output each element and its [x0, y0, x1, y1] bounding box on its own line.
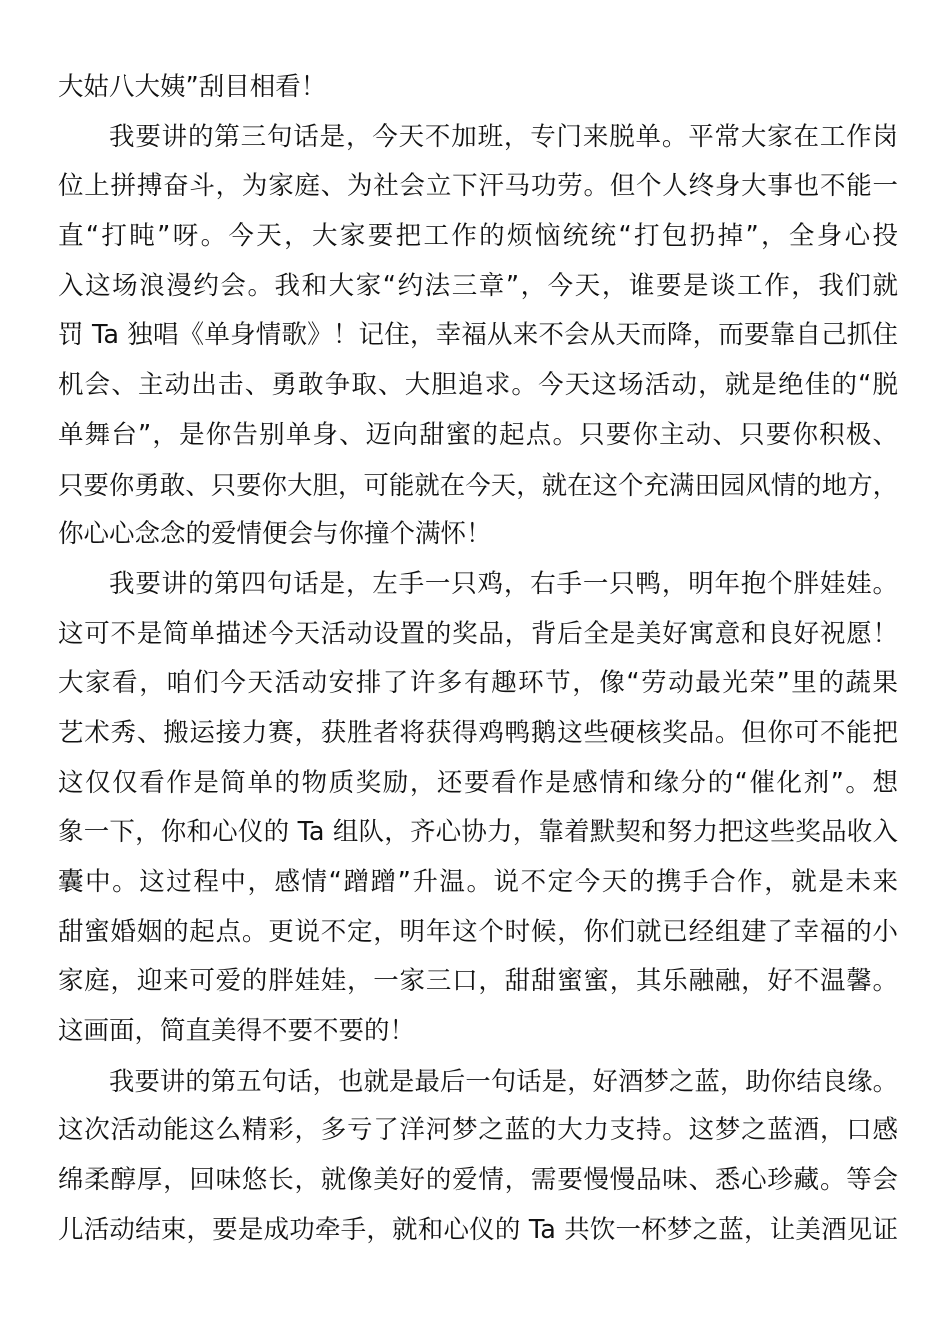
text-line: 绵柔醇厚，回味悠长，就像美好的爱情，需要慢慢品味、悉心珍藏。等会: [58, 1165, 898, 1196]
text-line: 罚 Ta 独唱《单身情歌》！记住，幸福从来不会从天而降，而要靠自己抓住: [58, 320, 898, 351]
text-line: 直“打盹”呀。今天，大家要把工作的烦恼统统“打包扔掉”，全身心投: [58, 221, 898, 252]
text-line: 这仅仅看作是简单的物质奖励，还要看作是感情和缘分的“催化剂”。想: [58, 767, 898, 798]
text-line: 机会、主动出击、勇敢争取、大胆追求。今天这场活动，就是绝佳的“脱: [58, 370, 898, 401]
text-line: 囊中。这过程中，感情“蹭蹭”升温。说不定今天的携手合作，就是未来: [58, 867, 898, 897]
text-line: 入这场浪漫约会。我和大家“约法三章”，今天，谁要是谈工作，我们就: [58, 270, 898, 301]
text-line: 位上拼搏奋斗，为家庭、为社会立下汗马功劳。但个人终身大事也不能一: [58, 171, 898, 202]
text-line: 这可不是简单描述今天活动设置的奖品，背后全是美好寓意和良好祝愿！: [58, 618, 898, 649]
text-line: 家庭，迎来可爱的胖娃娃，一家三口，甜甜蜜蜜，其乐融融，好不温馨。: [58, 966, 898, 997]
text-line: 大家看，咱们今天活动安排了许多有趣环节，像“劳动最光荣”里的蔬果: [58, 668, 898, 699]
text-line: 这画面，简直美得不要不要的！: [58, 1016, 416, 1047]
text-line: 这次活动能这么精彩，多亏了洋河梦之蓝的大力支持。这梦之蓝酒，口感: [58, 1115, 898, 1146]
text-line: 你心心念念的爱情便会与你撞个满怀！: [58, 519, 492, 550]
document-page: [58, 63, 898, 1256]
text-line: 单舞台”，是你告别单身、迈向甜蜜的起点。只要你主动、只要你积极、: [58, 419, 898, 450]
text-line: 只要你勇敢、只要你大胆，可能就在今天，就在这个充满田园风情的地方，: [58, 469, 898, 500]
paragraph-start-line: 我要讲的第五句话，也就是最后一句话是，好酒梦之蓝，助你结良缘。: [109, 1065, 898, 1096]
text-line: 大姑八大姨”刮目相看！: [58, 72, 327, 102]
text-line: 儿活动结束，要是成功牵手，就和心仪的 Ta 共饮一杯梦之蓝，让美酒见证: [58, 1214, 898, 1245]
paragraph-start-line: 我要讲的第三句话是，今天不加班，专门来脱单。平常大家在工作岗: [109, 121, 898, 152]
text-line: 象一下，你和心仪的 Ta 组队，齐心协力，靠着默契和努力把这些奖品收入: [58, 817, 898, 848]
text-line: 甜蜜婚姻的起点。更说不定，明年这个时候，你们就已经组建了幸福的小: [58, 916, 898, 947]
text-line: 艺术秀、搬运接力赛，获胜者将获得鸡鸭鹅这些硬核奖品。但你可不能把: [58, 717, 898, 748]
paragraph-start-line: 我要讲的第四句话是，左手一只鸡，右手一只鸭，明年抱个胖娃娃。: [109, 568, 898, 599]
